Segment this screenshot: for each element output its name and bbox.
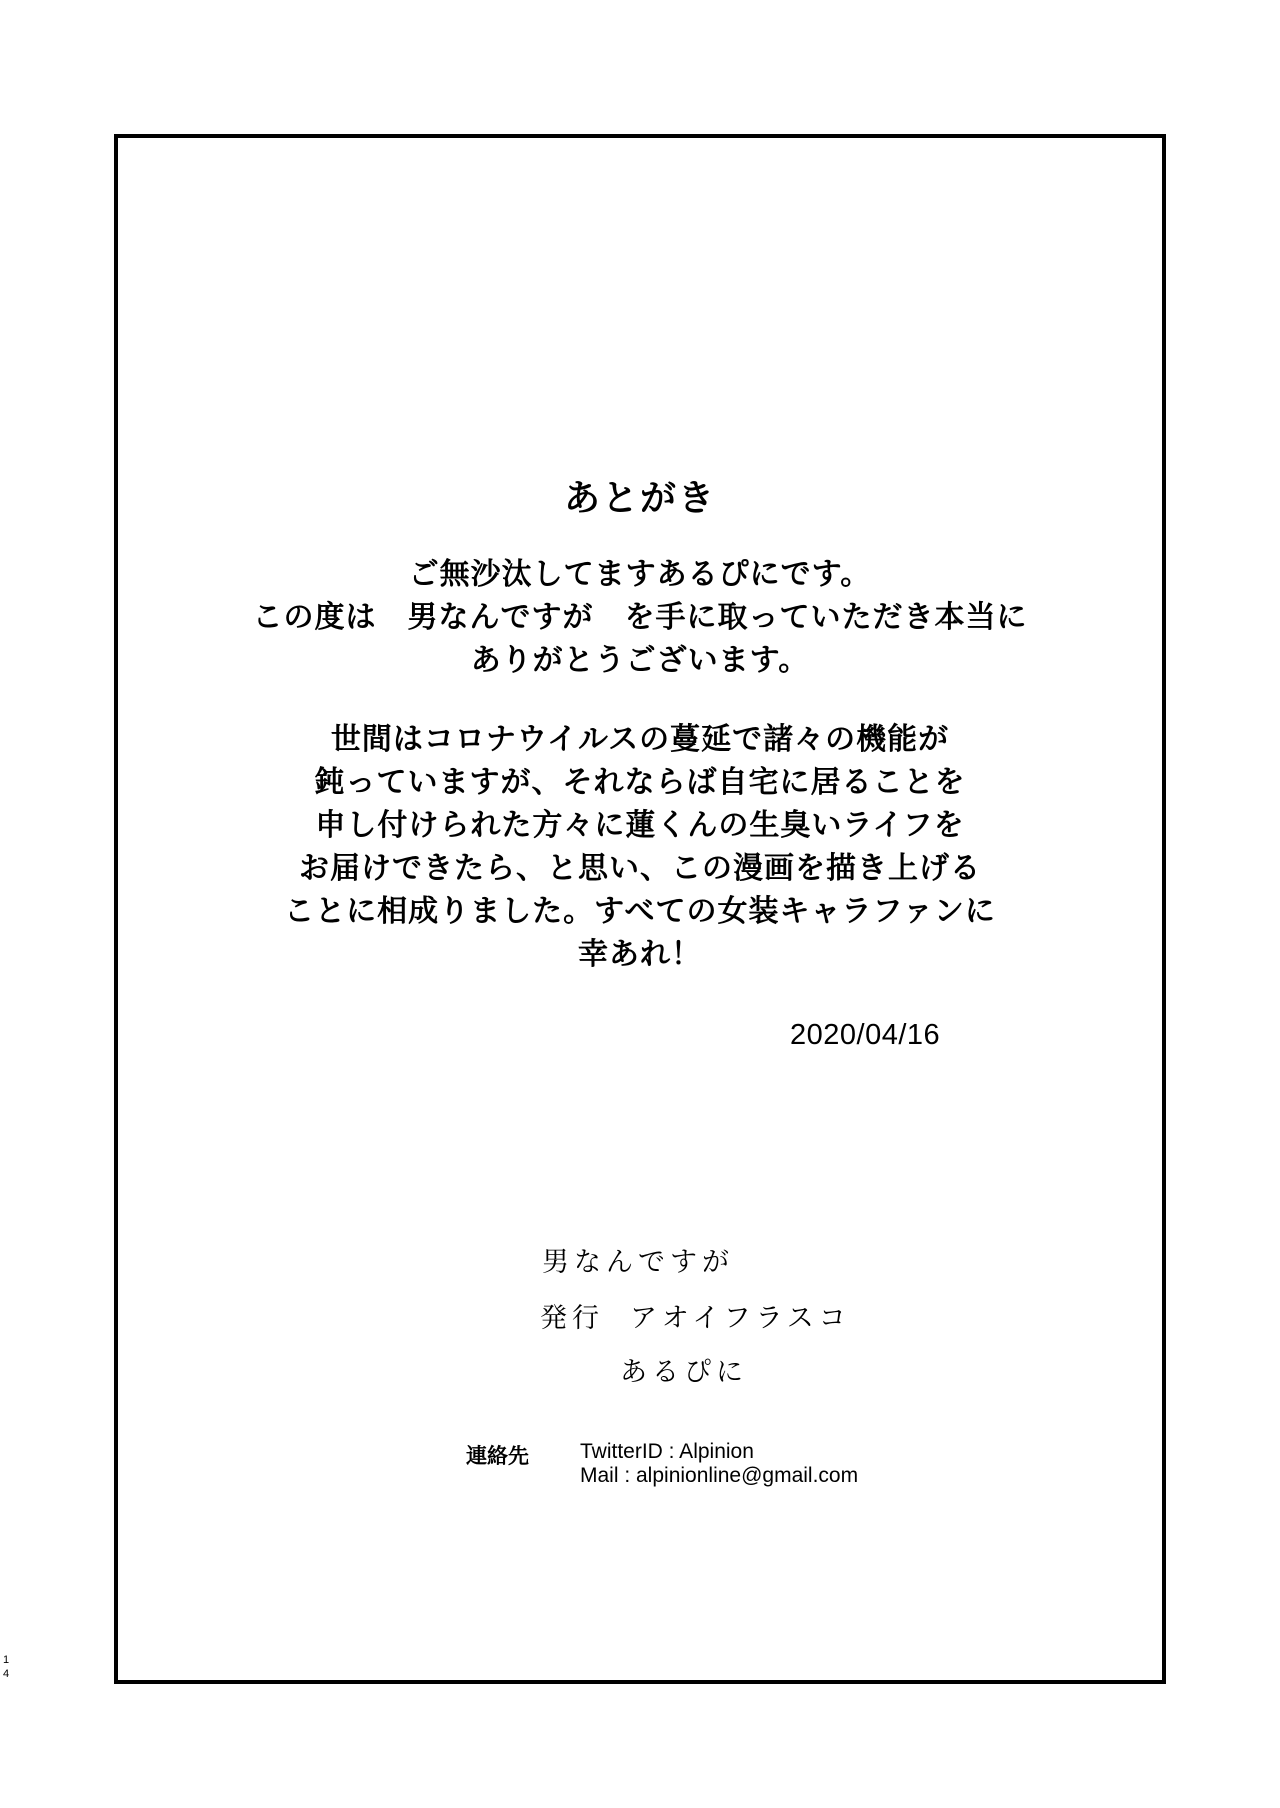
paragraph-line: お届けできたら、と思い、この漫画を描き上げる [299, 851, 981, 886]
page-number [3, 1653, 9, 1681]
afterword-date: 2020/04/16 [790, 1019, 941, 1051]
contact-details [580, 1440, 858, 1488]
paragraph-line: ことに相成りました。すべての女装キャラファンに [284, 894, 996, 929]
colophon-publisher [540, 1296, 851, 1335]
paragraph-line: 鈍っていますが、それならば自宅に居ることを [314, 765, 966, 800]
paragraph-line: 世間はコロナウイルスの蔓延で諸々の機能が [330, 722, 950, 757]
colophon-title: 男なんですが [542, 1247, 734, 1278]
paragraph-line: 申し付けられた方々に蓮くんの生臭いライフを [315, 808, 965, 843]
page-number-digit: 4 [3, 1668, 10, 1680]
paragraph-line: ありがとうございます。 [470, 643, 810, 678]
publisher-name: アオイフラスコ [630, 1303, 851, 1334]
paragraph-line: 幸あれ！ [578, 937, 702, 972]
colophon-author: あるぴに [620, 1357, 748, 1388]
afterword-paragraph-2 [0, 718, 1280, 976]
paragraph-line: ご無沙汰してますあるぴにです。 [408, 557, 872, 592]
contact-twitter: TwitterID : Alpinion [580, 1440, 754, 1463]
publisher-label: 発行 [540, 1303, 604, 1334]
afterword-title: あとがき [563, 478, 716, 519]
paragraph-line: この度は 男なんですが を手に取っていただき本当に [252, 600, 1028, 635]
contact-mail: Mail : alpinionline@gmail.com [580, 1464, 859, 1487]
afterword-paragraph-1 [0, 553, 1280, 682]
contact-label: 連絡先 [466, 1444, 529, 1468]
page-number-digit: 1 [3, 1654, 10, 1666]
